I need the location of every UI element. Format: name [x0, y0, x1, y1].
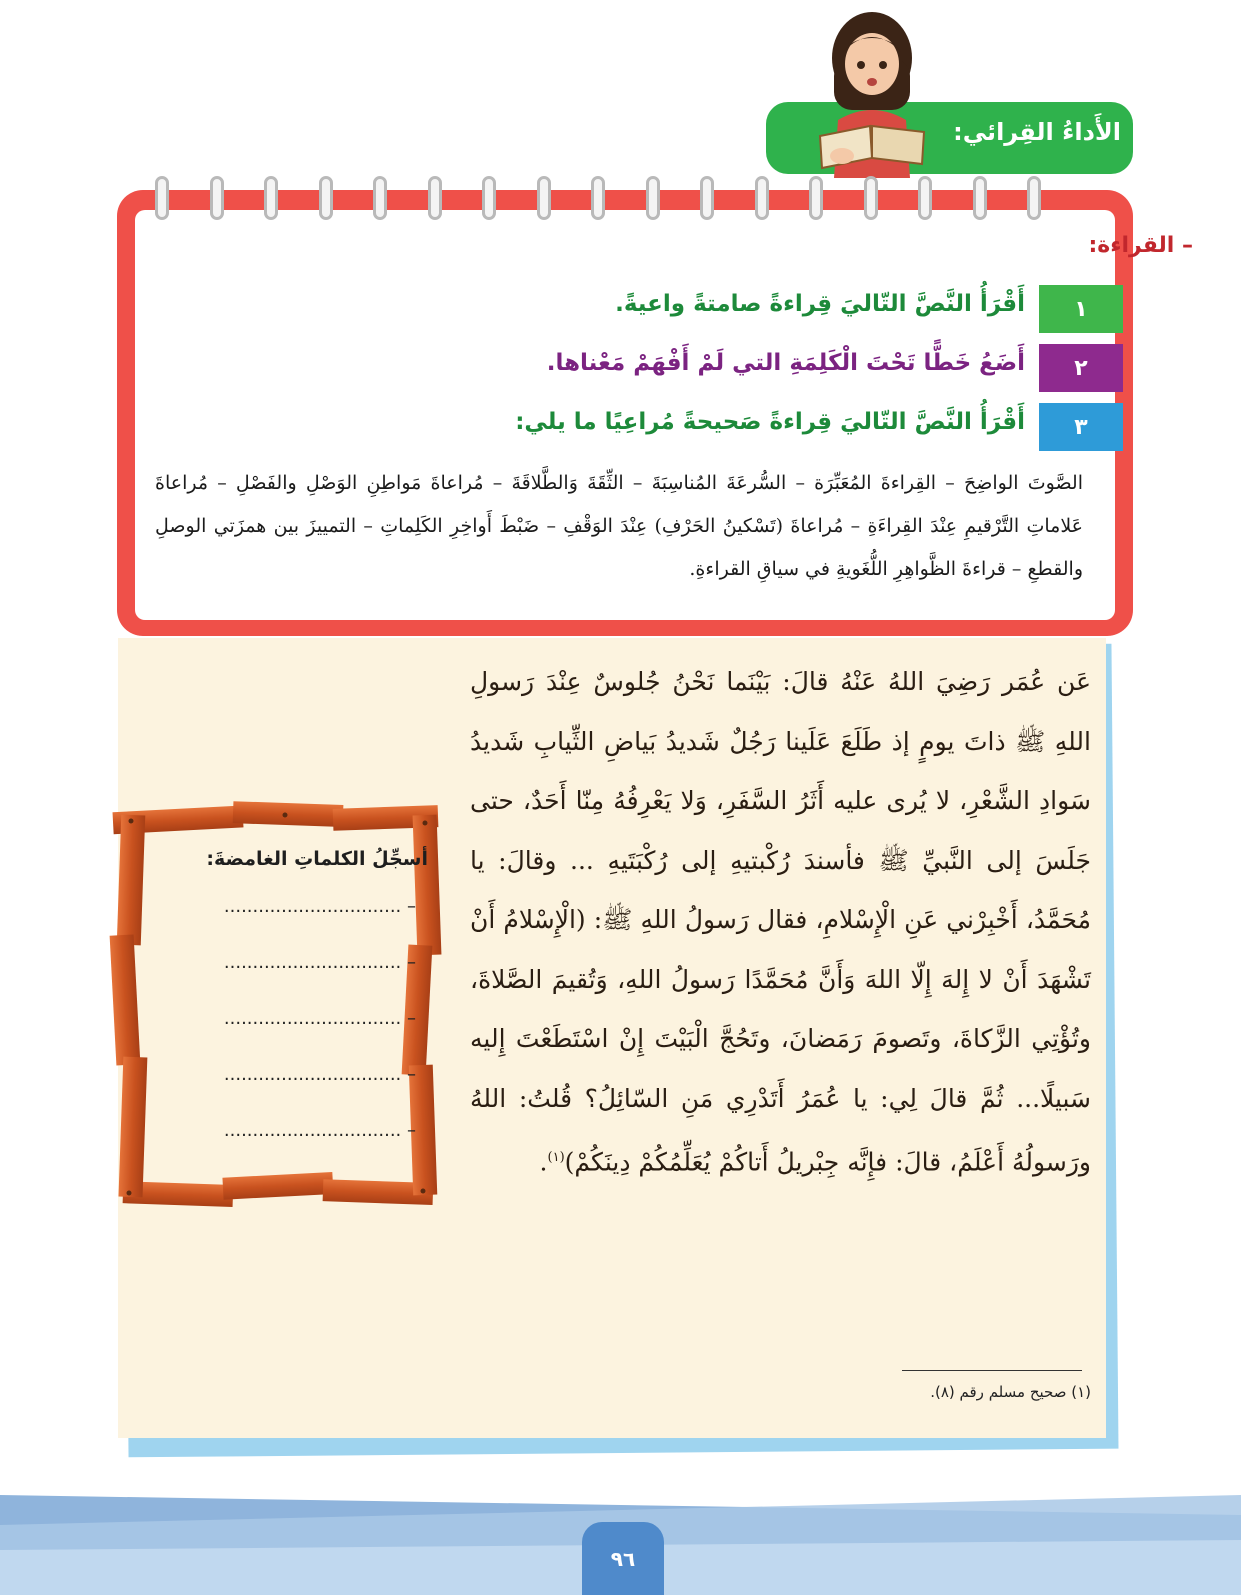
vocab-title: أسجِّلُ الكلماتِ الغامضةَ: — [206, 848, 428, 870]
notebook-ring — [319, 176, 333, 220]
hadith-text: عَن عُمَر رَضِيَ اللهُ عَنْهُ قالَ: بَيْنَما نَحْنُ جُلوسٌ عِنْدَ رَسولِ اللهِ ﷺ ذاتَ يومٍ إذ طَلَعَ عَلَينا رَجُلٌ شَديدُ بَياضِ الثِّيابِ شَديدُ سَوادِ الشَّعْرِ، لا يُرى عليه أَثَرُ السَّفَرِ، وَلا يَعْرِفُهُ مِنّا أَحَدٌ، حتى جَلَسَ إلى النَّبيِّ ﷺ فأسندَ رُكْبتيهِ إلى رُكْبَتَيهِ ... وقالَ: يا مُحَمَّدُ، أَخْبِرْني عَنِ الْإِسْلامِ، فقال رَسولُ اللهِ ﷺ: (الْإِسْلامُ أَنْ تَشْهَدَ أَنْ لا إِلهَ إِلّا اللهَ وَأَنَّ مُحَمَّدًا رَسولُ اللهِ، وَتُقيمَ الصَّلاةَ، وتُؤْتِي الزَّكاةَ، وتَصومَ رَمَضانَ، وتَحُجَّ الْبَيْتَ إِنْ اسْتَطَعْتَ إِليه سَبيلًا... ثُمَّ قالَ لِي: يا عُمَرُ أَتَدْرِي مَنِ السّائِلُ؟ قُلتُ: اللهُ ورَسولُهُ أَعْلَمُ، قالَ: فإِنَّه جِبْريلُ أَتاكُمْ يُعَلِّمُكُمْ دِينَكُمْ)$^{(١)}$. — [470, 667, 1091, 1177]
vocab-line[interactable]: – ............................... — [223, 1120, 416, 1141]
notebook-ring — [210, 176, 224, 220]
notebook-ring — [591, 176, 605, 220]
vocab-line[interactable]: – ............................... — [223, 896, 416, 917]
reading-girl-illustration — [812, 8, 932, 178]
reading-skills-list: الصَّوتَ الواضِحَ – القِراءةَ المُعَبِّرَة – السُّرعَةَ المُناسِبَةَ – الثِّقَةَ وَالطَّلاقَةَ – مُراعاةَ مَواطِنِ الوَصْلِ والفَصْلِ – مُراعاةَ عَلاماتِ التَّرْقيمِ عِنْدَ القِراءَةِ – مُراعاةَ (تَسْكينُ الحَرْفِ) عِنْدَ الوَقْفِ – ضَبْطَ أَواخِرِ الكَلِماتِ – التمييزَ بين همزَتي الوصلِ والقطعِ – قراءةَ الظَّواهِرِ اللُّغَويةِ في سياقِ القراءةِ. — [155, 472, 1083, 580]
notebook-ring — [864, 176, 878, 220]
instruction-number: ١ — [1039, 285, 1123, 333]
notebook-ring — [918, 176, 932, 220]
notebook-ring — [373, 176, 387, 220]
notebook-ring — [264, 176, 278, 220]
instruction-1 — [130, 285, 1123, 333]
notebook-ring — [537, 176, 551, 220]
notebook-ring — [755, 176, 769, 220]
footnote-marker: (١) — [547, 1150, 565, 1165]
reading-heading: – القراءة: — [1088, 233, 1193, 258]
instruction-3 — [130, 403, 1123, 451]
notebook-ring — [1027, 176, 1041, 220]
instruction-text: أَضَعُ خَطًّا تَحْتَ الْكَلِمَةِ التي لَمْ أَفْهَمْ مَعْناها. — [546, 350, 1025, 376]
notebook-ring — [155, 176, 169, 220]
notebook-ring — [700, 176, 714, 220]
vocab-line[interactable]: – ............................... — [223, 1008, 416, 1029]
instruction-number: ٣ — [1039, 403, 1123, 451]
instruction-2 — [130, 344, 1123, 392]
section-title: الأَداءُ القِرائي: — [953, 118, 1121, 146]
notebook-ring — [809, 176, 823, 220]
instruction-text: أَقْرَأُ النَّصَّ التّاليَ قِراءةً صَحيحةً مُراعِيًا ما يلي: — [515, 409, 1025, 435]
notebook-ring — [973, 176, 987, 220]
instruction-number: ٢ — [1039, 344, 1123, 392]
notebook-ring — [482, 176, 496, 220]
footnote: (١) صحيح مسلم رقم (٨). — [930, 1383, 1091, 1401]
instruction-text: أَقْرَأُ النَّصَّ التّاليَ قِراءةً صامتةً واعيةً. — [615, 291, 1025, 317]
page-number: ٩٦ — [582, 1522, 664, 1595]
notebook-ring — [428, 176, 442, 220]
vocab-line[interactable]: – ............................... — [223, 1064, 416, 1085]
footnote-divider — [902, 1370, 1082, 1371]
vocab-line[interactable]: – ............................... — [223, 952, 416, 973]
notebook-ring — [646, 176, 660, 220]
hadith-body: عَن عُمَر رَضِيَ اللهُ عَنْهُ قالَ: بَيْنَما نَحْنُ جُلوسٌ عِنْدَ رَسولِ اللهِ ﷺ ذاتَ يومٍ إذ طَلَعَ عَلَينا رَجُلٌ شَديدُ بَياضِ الثِّيابِ شَديدُ سَوادِ الشَّعْرِ، لا يُرى عليه أَثَرُ السَّفَرِ، وَلا يَعْرِفُهُ مِنّا أَحَدٌ، حتى جَلَسَ إلى النَّبيِّ ﷺ فأسندَ رُكْبتيهِ إلى رُكْبَتَيهِ ... وقالَ: يا مُحَمَّدُ، أَخْبِرْني عَنِ الْإِسْلامِ، فقال رَسولُ اللهِ ﷺ: (الْإِسْلامُ أَنْ تَشْهَدَ أَنْ لا إِلهَ إِلّا اللهَ وَأَنَّ مُحَمَّدًا رَسولُ اللهِ، وَتُقيمَ الصَّلاةَ، وتُؤْتِي الزَّكاةَ، وتَصومَ رَمَضانَ، وتَحُجَّ الْبَيْتَ إِنْ اسْتَطَعْتَ إِليه سَبيلًا... ثُمَّ قالَ لِي: يا عُمَرُ أَتَدْرِي مَنِ السّائِلُ؟ قُلتُ: اللهُ ورَسولُهُ أَعْلَمُ، قالَ: فإِنَّه جِبْريلُ أَتاكُمْ يُعَلِّمُكُمْ دِينَكُمْ) — [470, 667, 1091, 1177]
